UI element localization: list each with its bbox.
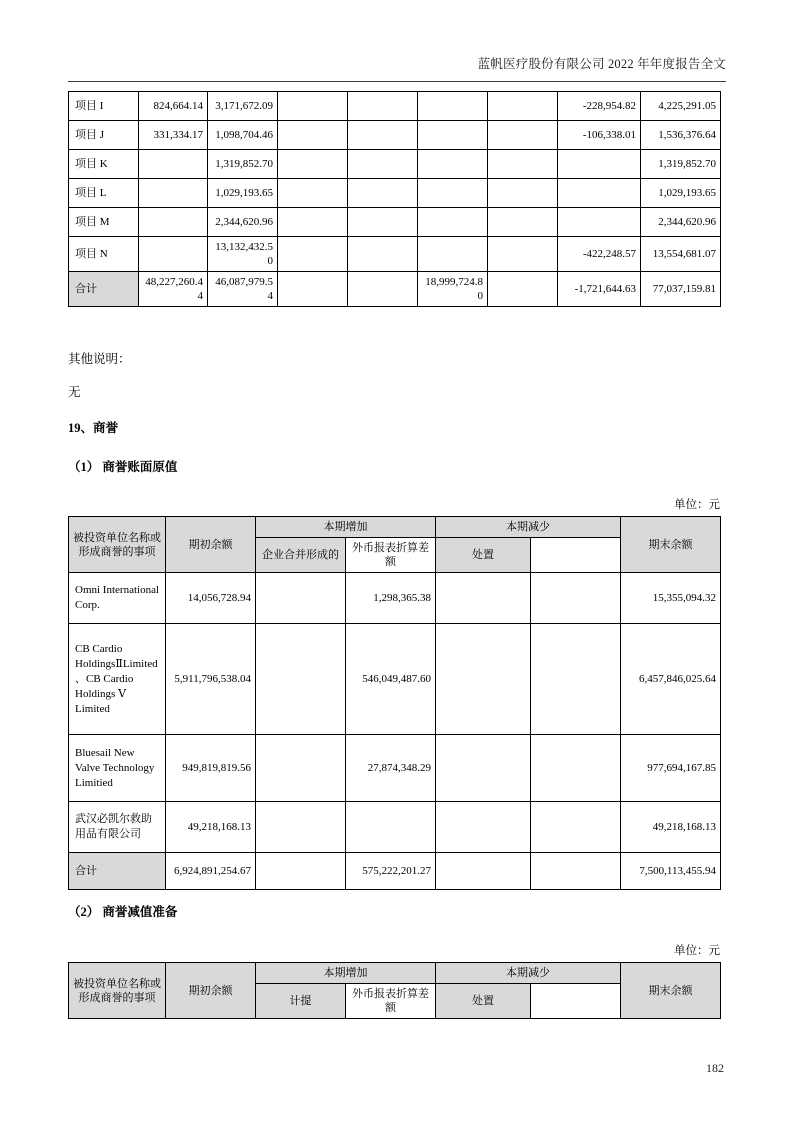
row-increase-fx [346,802,436,853]
row-cell: 1,536,376.64 [641,121,721,150]
row-label: 项目 M [69,208,139,237]
row-decrease-disposal [436,573,531,624]
row-cell [418,150,488,179]
table-row [69,573,721,624]
row-opening-balance: 949,819,819.56 [166,735,256,802]
subsection-heading-2: （2） 商誉减值准备 [68,905,178,919]
header-row-top [69,517,721,538]
page-number: 182 [706,1061,724,1075]
goodwill-cost-table-head [69,517,721,573]
row-cell [278,150,348,179]
total-row-cell: 77,037,159.81 [641,272,721,307]
row-cell: 13,554,681.07 [641,237,721,272]
row-increase-fx: 1,298,365.38 [346,573,436,624]
table-row [69,802,721,853]
goodwill-cost-table [68,516,721,890]
row-closing-balance: 977,694,167.85 [621,735,721,802]
page-running-header [68,56,726,82]
row-cell [278,179,348,208]
row-cell: -422,248.57 [558,237,641,272]
col-header-opening-balance: 期初余额 [166,963,256,1019]
other-description-label: 其他说明： [68,352,131,366]
row-label: 项目 K [69,150,139,179]
section-heading-19: 19、商誉 [68,421,119,435]
row-cell: 2,344,620.96 [641,208,721,237]
col-header-fx-translation: 外币报表折算差额 [346,538,436,573]
total-row-label: 合计 [69,272,139,307]
row-decrease-disposal [436,735,531,802]
row-cell [488,150,558,179]
col-header-increase-group: 本期增加 [256,963,436,984]
row-cell [488,179,558,208]
row-cell [558,208,641,237]
row-increase-combination [256,802,346,853]
total-row-cell [348,272,418,307]
row-cell: 824,664.14 [139,92,208,121]
table-row [69,150,721,179]
total-increase-combination [256,853,346,890]
unit-label-goodwill-cost: 单位：元 [674,499,720,511]
col-header-closing-balance: 期末余额 [621,963,721,1019]
row-cell [418,208,488,237]
goodwill-impairment-table-head [69,963,721,1019]
col-header-decrease-group: 本期减少 [436,963,621,984]
row-cell [488,92,558,121]
row-entity-name: Omni International Corp. [69,573,166,624]
subsection-heading-1: （1） 商誉账面原值 [68,460,178,474]
col-header-provision: 计提 [256,984,346,1019]
row-cell: 331,334.17 [139,121,208,150]
row-label: 项目 J [69,121,139,150]
row-increase-combination [256,573,346,624]
row-closing-balance: 49,218,168.13 [621,802,721,853]
col-header-opening-balance: 期初余额 [166,517,256,573]
row-cell [348,179,418,208]
table-row-total [69,853,721,890]
row-decrease-disposal [436,802,531,853]
row-decrease-disposal [436,624,531,735]
header-row-top [69,963,721,984]
row-cell [348,237,418,272]
total-row-cell: 18,999,724.80 [418,272,488,307]
row-increase-combination [256,735,346,802]
row-cell: 1,319,852.70 [641,150,721,179]
row-increase-fx: 546,049,487.60 [346,624,436,735]
row-entity-name: Bluesail New Valve Technology Limitied [69,735,166,802]
running-title: 蓝帆医疗股份有限公司 2022 年年度报告全文 [477,57,726,71]
total-closing-balance: 7,500,113,455.94 [621,853,721,890]
other-description-value: 无 [68,385,81,399]
row-cell [139,208,208,237]
row-cell [488,208,558,237]
row-cell [488,121,558,150]
row-cell [348,92,418,121]
row-cell [558,179,641,208]
row-cell [348,121,418,150]
row-cell: 1,029,193.65 [208,179,278,208]
row-cell [278,92,348,121]
row-decrease-other [531,735,621,802]
row-cell [139,237,208,272]
row-cell [139,179,208,208]
table-row [69,179,721,208]
col-header-disposal: 处置 [436,984,531,1019]
col-header-decrease-blank [531,984,621,1019]
goodwill-impairment-table-wrapper [68,962,721,1019]
row-closing-balance: 6,457,846,025.64 [621,624,721,735]
col-header-increase-group: 本期增加 [256,517,436,538]
table-row [69,121,721,150]
row-label: 项目 N [69,237,139,272]
row-increase-fx: 27,874,348.29 [346,735,436,802]
table-row [69,624,721,735]
table-row [69,92,721,121]
row-cell [348,150,418,179]
goodwill-cost-table-body [69,573,721,890]
continued-table-body [69,92,721,307]
row-cell [278,237,348,272]
unit-label-goodwill-impairment: 单位：元 [674,945,720,957]
row-entity-name: CB Cardio HoldingsⅡLimited、CB Cardio Holdings Ⅴ Limited [69,624,166,735]
col-header-decrease-blank [531,538,621,573]
continued-financial-table [68,91,721,307]
row-closing-balance: 15,355,094.32 [621,573,721,624]
col-header-closing-balance: 期末余额 [621,517,721,573]
total-row-label: 合计 [69,853,166,890]
row-opening-balance: 14,056,728.94 [166,573,256,624]
row-cell [348,208,418,237]
row-cell: 4,225,291.05 [641,92,721,121]
table-row [69,735,721,802]
row-opening-balance: 49,218,168.13 [166,802,256,853]
table-row-total [69,272,721,307]
header-rule [68,81,726,82]
total-row-cell [278,272,348,307]
row-cell [139,150,208,179]
row-cell [418,237,488,272]
row-decrease-other [531,624,621,735]
row-cell: 1,098,704.46 [208,121,278,150]
row-cell: 1,319,852.70 [208,150,278,179]
total-opening-balance: 6,924,891,254.67 [166,853,256,890]
row-cell: -106,338.01 [558,121,641,150]
col-header-entity: 被投资单位名称或形成商誉的事项 [69,963,166,1019]
row-increase-combination [256,624,346,735]
total-decrease-other [531,853,621,890]
row-cell: 1,029,193.65 [641,179,721,208]
goodwill-cost-table-wrapper [68,516,721,890]
continued-financial-table-wrapper [68,91,721,307]
total-decrease-disposal [436,853,531,890]
row-decrease-other [531,573,621,624]
row-label: 项目 L [69,179,139,208]
col-header-business-combination: 企业合并形成的 [256,538,346,573]
col-header-decrease-group: 本期减少 [436,517,621,538]
row-opening-balance: 5,911,796,538.04 [166,624,256,735]
table-row [69,237,721,272]
row-decrease-other [531,802,621,853]
table-row [69,208,721,237]
row-cell: 3,171,672.09 [208,92,278,121]
row-cell [278,121,348,150]
total-row-cell: 48,227,260.44 [139,272,208,307]
row-cell [278,208,348,237]
total-row-cell: 46,087,979.54 [208,272,278,307]
row-entity-name: 武汉必凯尔救助用品有限公司 [69,802,166,853]
row-label: 项目 I [69,92,139,121]
row-cell [418,121,488,150]
col-header-fx-translation: 外币报表折算差额 [346,984,436,1019]
row-cell: 2,344,620.96 [208,208,278,237]
goodwill-impairment-table [68,962,721,1019]
row-cell [488,237,558,272]
row-cell: -228,954.82 [558,92,641,121]
row-cell [558,150,641,179]
col-header-disposal: 处置 [436,538,531,573]
total-increase-fx: 575,222,201.27 [346,853,436,890]
row-cell: 13,132,432.50 [208,237,278,272]
total-row-cell: -1,721,644.63 [558,272,641,307]
col-header-entity: 被投资单位名称或形成商誉的事项 [69,517,166,573]
total-row-cell [488,272,558,307]
row-cell [418,179,488,208]
row-cell [418,92,488,121]
